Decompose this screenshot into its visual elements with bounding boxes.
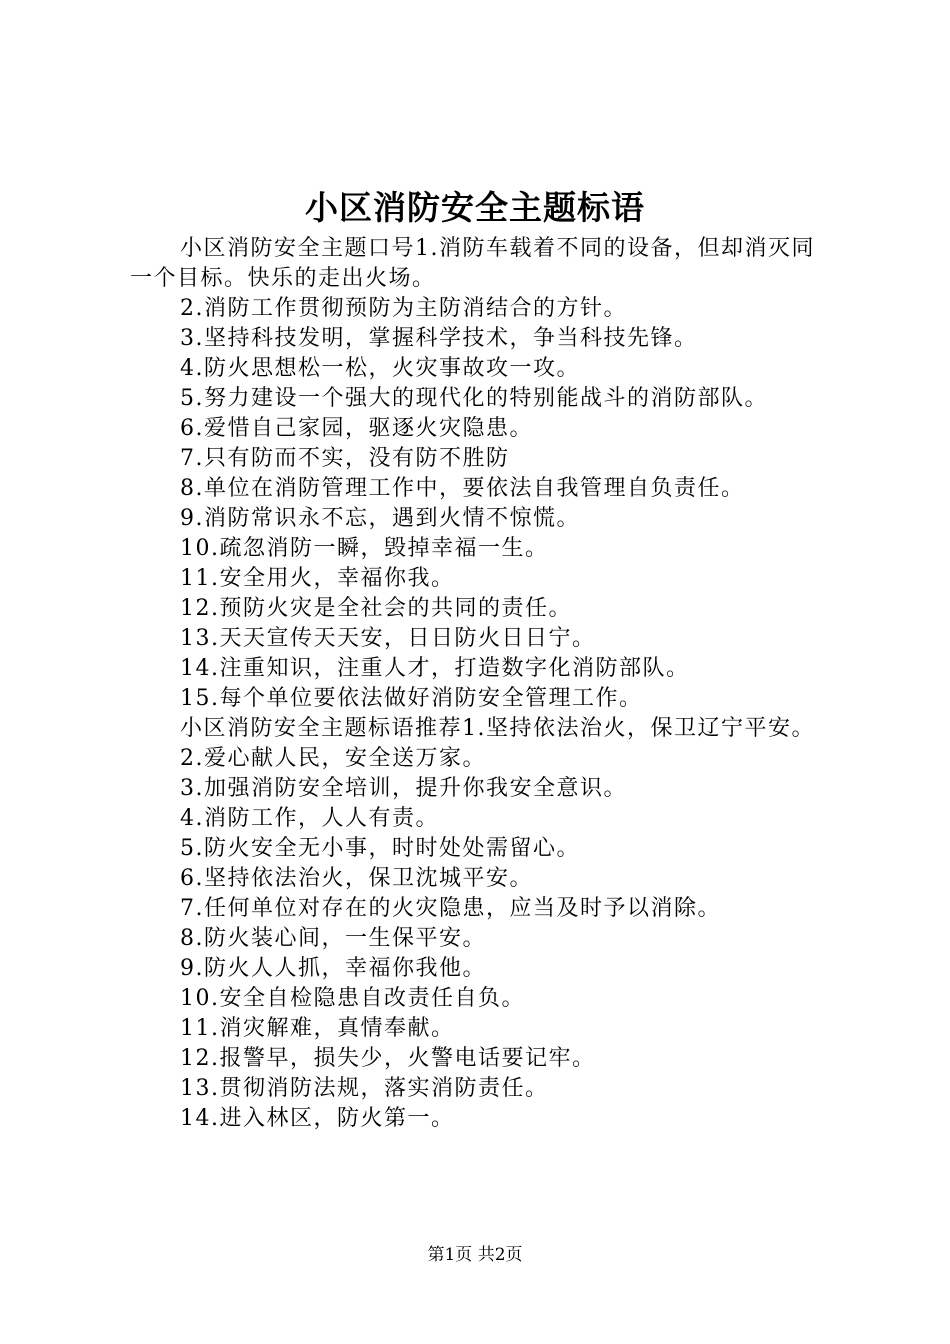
list-item: 5.防火安全无小事，时时处处需留心。 (180, 836, 580, 861)
list-item: 12.报警早，损失少，火警电话要记牢。 (180, 1046, 596, 1071)
list-item: 5.努力建设一个强大的现代化的特别能战斗的消防部队。 (180, 386, 768, 411)
list-item: 10.安全自检隐患自改责任自负。 (180, 986, 525, 1011)
list-item: 13.贯彻消防法规，落实消防责任。 (180, 1076, 549, 1101)
list-item: 14.进入林区，防火第一。 (180, 1106, 455, 1131)
list-item: 14.注重知识，注重人才，打造数字化消防部队。 (180, 656, 690, 681)
list-item: 3.加强消防安全培训，提升你我安全意识。 (180, 776, 627, 801)
list-item: 7.任何单位对存在的火灾隐患，应当及时予以消除。 (180, 896, 721, 921)
page-title: 小区消防安全主题标语 (305, 188, 645, 227)
list-item: 4.消防工作，人人有责。 (180, 806, 439, 831)
document-body (130, 234, 835, 1134)
list-item: 2.爱心献人民，安全送万家。 (180, 746, 486, 771)
list-item: 2.消防工作贯彻预防为主防消结合的方针。 (180, 296, 627, 321)
list-item: 8.单位在消防管理工作中，要依法自我管理自负责任。 (180, 476, 745, 501)
list-item: 11.安全用火，幸福你我。 (180, 566, 455, 591)
list-item: 4.防火思想松一松，火灾事故攻一攻。 (180, 356, 580, 381)
page-number: 第1页 共2页 (427, 1245, 523, 1265)
list-item: 7.只有防而不实，没有防不胜防 (180, 446, 510, 471)
list-item: 13.天天宣传天天安，日日防火日日宁。 (180, 626, 596, 651)
list-item: 11.消灾解难，真情奉献。 (180, 1016, 455, 1041)
list-item: 9.消防常识永不忘，遇到火情不惊慌。 (180, 506, 580, 531)
section1-intro: 小区消防安全主题口号1.消防车载着不同的设备，但却消灭同一个目标。快乐的走出火场。 (130, 236, 815, 291)
list-item: 8.防火装心间，一生保平安。 (180, 926, 486, 951)
list-item: 3.坚持科技发明，掌握科学技术，争当科技先锋。 (180, 326, 698, 351)
section2-intro: 小区消防安全主题标语推荐1.坚持依法治火，保卫辽宁平安。 (180, 716, 815, 741)
list-item: 12.预防火灾是全社会的共同的责任。 (180, 596, 572, 621)
list-item: 15.每个单位要依法做好消防安全管理工作。 (180, 686, 643, 711)
list-item: 9.防火人人抓，幸福你我他。 (180, 956, 486, 981)
list-item: 6.爱惜自己家园，驱逐火灾隐患。 (180, 416, 533, 441)
list-item: 6.坚持依法治火，保卫沈城平安。 (180, 866, 533, 891)
list-item: 10.疏忽消防一瞬，毁掉幸福一生。 (180, 536, 549, 561)
